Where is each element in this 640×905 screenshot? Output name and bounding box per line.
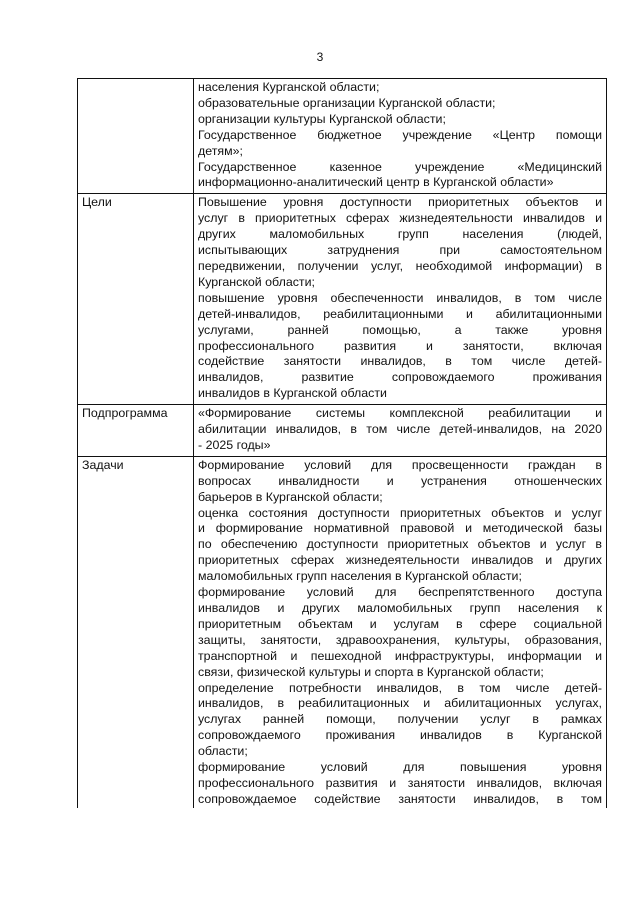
text-line: Государственное бюджетное учреждение «Центр помощи [198, 127, 602, 142]
text-line: населения Курганской области; [198, 80, 380, 94]
text-line: связи, физической культуры и спорта в Курганской области; [198, 664, 544, 679]
row-label: Задачи [78, 456, 194, 807]
text-line: организации культуры Курганской области; [198, 111, 446, 126]
text-line: приоритетных сферах жизнедеятельности инвалидов и других [198, 553, 602, 568]
text-line: инвалидов, развитие сопровождаемого проживания [198, 370, 602, 385]
text-line: формирование условий для повышения уровня [198, 760, 602, 775]
text-line: оценка состояния доступности приоритетных объектов и услуг [198, 505, 602, 520]
text-line: повышение уровня обеспеченности инвалидов, в том числе [198, 290, 602, 305]
text-line: образовательные организации Курганской области; [198, 95, 496, 110]
text-line: услугах ранней помощи, получении услуг в рамках [198, 712, 602, 727]
text-line: Курганской области; [198, 274, 315, 289]
text-line: передвижении, получении услуг, необходимой информации) в [198, 258, 602, 273]
row-content [194, 405, 607, 457]
text-line: испытывающих затруднения при самостоятельном [198, 243, 602, 258]
text-line: приоритетным объектам и услугам в сфере социальной [198, 616, 602, 631]
page-number: 3 [316, 50, 324, 64]
row-content [194, 79, 607, 194]
text-line: Государственное казенное учреждение «Медицинский [198, 159, 602, 174]
row-label: Цели [78, 194, 194, 405]
table-row [78, 456, 607, 807]
text-line: детям»; [198, 143, 243, 158]
text-line: области; [198, 744, 248, 759]
text-line: сопровождаемое содействие занятости инвалидов, в том [198, 791, 602, 806]
text-line: детей-инвалидов, реабилитационными и абилитационными [198, 306, 602, 321]
row-content [194, 194, 607, 405]
text-line: профессионального развития и занятости инвалидов, включая [198, 775, 602, 790]
text-line: формирование условий для беспрепятственного доступа [198, 585, 602, 600]
text-line: вопросах инвалидности и устранения отношенческих [198, 473, 602, 488]
text-line: «Формирование системы комплексной реабилитации и [198, 406, 602, 421]
text-line: защиты, занятости, здравоохранения, культуры, образования, [198, 632, 602, 647]
text-line: по обеспечению доступности приоритетных объектов и услуг в [198, 537, 602, 552]
text-line: абилитации инвалидов, в том числе детей-инвалидов, на 2020 [198, 422, 602, 437]
row-label [78, 79, 194, 194]
text-line: маломобильных групп населения в Курганской области; [198, 569, 522, 584]
text-line: профессионального развития и занятости, включая [198, 338, 602, 353]
table-row [78, 79, 607, 194]
text-line: барьеров в Курганской области; [198, 489, 383, 504]
text-line: определение потребности инвалидов, в том числе детей- [198, 680, 602, 695]
text-line: информационно-аналитический центр в Курганской области» [198, 175, 554, 190]
text-line: - 2025 годы» [198, 437, 271, 452]
row-label: Подпрограмма [78, 405, 194, 457]
text-line: и формирование нормативной правовой и методической базы [198, 521, 602, 536]
text-line: Формирование условий для просвещенности граждан в [198, 457, 602, 472]
row-content [194, 456, 607, 807]
table-row [78, 194, 607, 405]
text-line: сопровождаемого проживания инвалидов в Курганской [198, 728, 602, 743]
table-row [78, 405, 607, 457]
text-line: транспортной и пешеходной инфраструктуры, информации и [198, 648, 602, 663]
text-line: инвалидов, в реабилитационных и абилитационных услугах, [198, 696, 602, 711]
text-line: содействие занятости инвалидов, в том числе детей- [198, 354, 602, 369]
program-passport-table [77, 78, 607, 808]
text-line: Повышение уровня доступности приоритетных объектов и [198, 195, 602, 210]
text-line: инвалидов в Курганской области [198, 386, 387, 401]
text-line: инвалидов и других маломобильных групп населения к [198, 601, 602, 615]
text-line: услуг в приоритетных сферах жизнедеятельности инвалидов и [198, 211, 602, 226]
text-line: услугами, ранней помощью, а также уровня [198, 322, 602, 337]
text-line: других маломобильных групп населения (людей, [198, 227, 602, 242]
